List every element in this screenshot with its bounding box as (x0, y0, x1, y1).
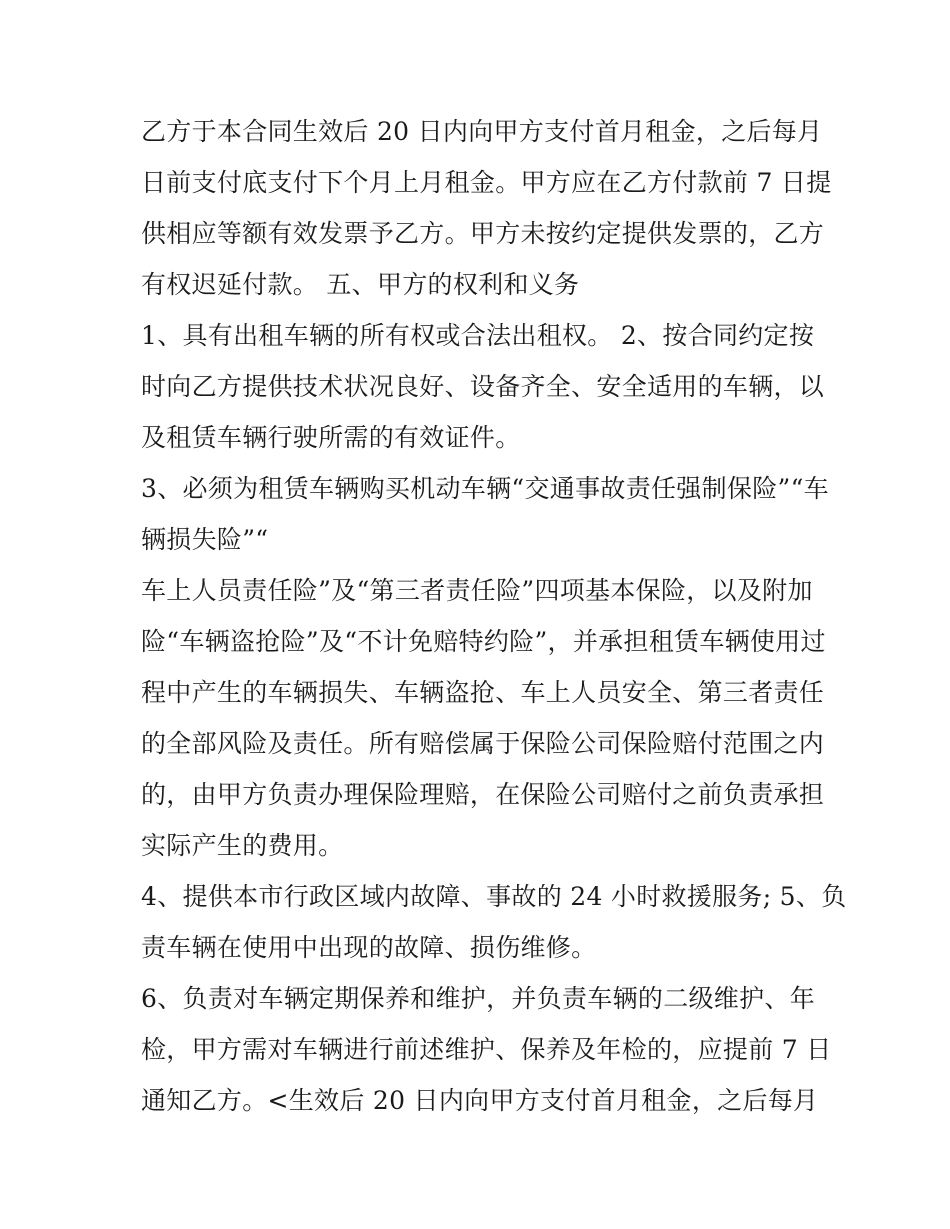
text-line: 4、提供本市行政区域内故障、事故的 24 小时救援服务; 5、负 (141, 882, 847, 911)
paragraph-clause-1-2 (141, 310, 825, 463)
text-line: 乙方于本合同生效后 20 日内向甲方支付首月租金，之后每月 (141, 117, 823, 146)
text-line: 及租赁车辆行驶所需的有效证件。 (141, 423, 521, 452)
text-line: 辆损失险”“ (141, 525, 269, 554)
text-line: 的全部风险及责任。所有赔偿属于保险公司保险赔付范围之内 (141, 729, 825, 758)
paragraph-clause-6 (141, 973, 832, 1126)
text-line: 供相应等额有效发票予乙方。甲方未按约定提供发票的，乙方 (141, 219, 825, 248)
text-line: 险“车辆盗抢险”及“不计免赔特约险”，并承担租赁车辆使用过 (141, 627, 826, 656)
text-line: 3、必须为租赁车辆购买机动车辆“交通事故责任强制保险”“车 (141, 474, 829, 503)
paragraph-clause-4-5 (141, 871, 847, 973)
text-line: 1、具有出租车辆的所有权或合法出租权。 2、按合同约定按 (141, 321, 815, 350)
text-line: 6、负责对车辆定期保养和维护，并负责车辆的二级维护、年 (141, 984, 816, 1013)
paragraph-payment-terms (141, 106, 832, 310)
text-line: 的，由甲方负责办理保险理赔，在保险公司赔付之前负责承担 (141, 780, 825, 809)
text-line: 日前支付底支付下个月上月租金。甲方应在乙方付款前 7 日提 (141, 168, 832, 197)
text-line: 通知乙方。<生效后 20 日内向甲方支付首月租金，之后每月 (141, 1086, 819, 1115)
text-line: 检，甲方需对车辆进行前述维护、保养及年检的，应提前 7 日 (141, 1035, 832, 1064)
text-line: 时向乙方提供技术状况良好、设备齐全、安全适用的车辆，以 (141, 372, 825, 401)
paragraph-insurance (141, 565, 826, 871)
text-line: 车上人员责任险”及“第三者责任险”四项基本保险，以及附加 (141, 576, 813, 605)
text-line: 有权迟延付款。 五、甲方的权利和义务 (141, 270, 580, 299)
text-line: 责车辆在使用中出现的故障、损伤维修。 (141, 933, 597, 962)
text-line: 实际产生的费用。 (141, 831, 344, 860)
document-body (141, 106, 847, 1126)
text-line: 程中产生的车辆损失、车辆盗抢、车上人员安全、第三者责任 (141, 678, 825, 707)
paragraph-clause-3 (141, 463, 829, 565)
